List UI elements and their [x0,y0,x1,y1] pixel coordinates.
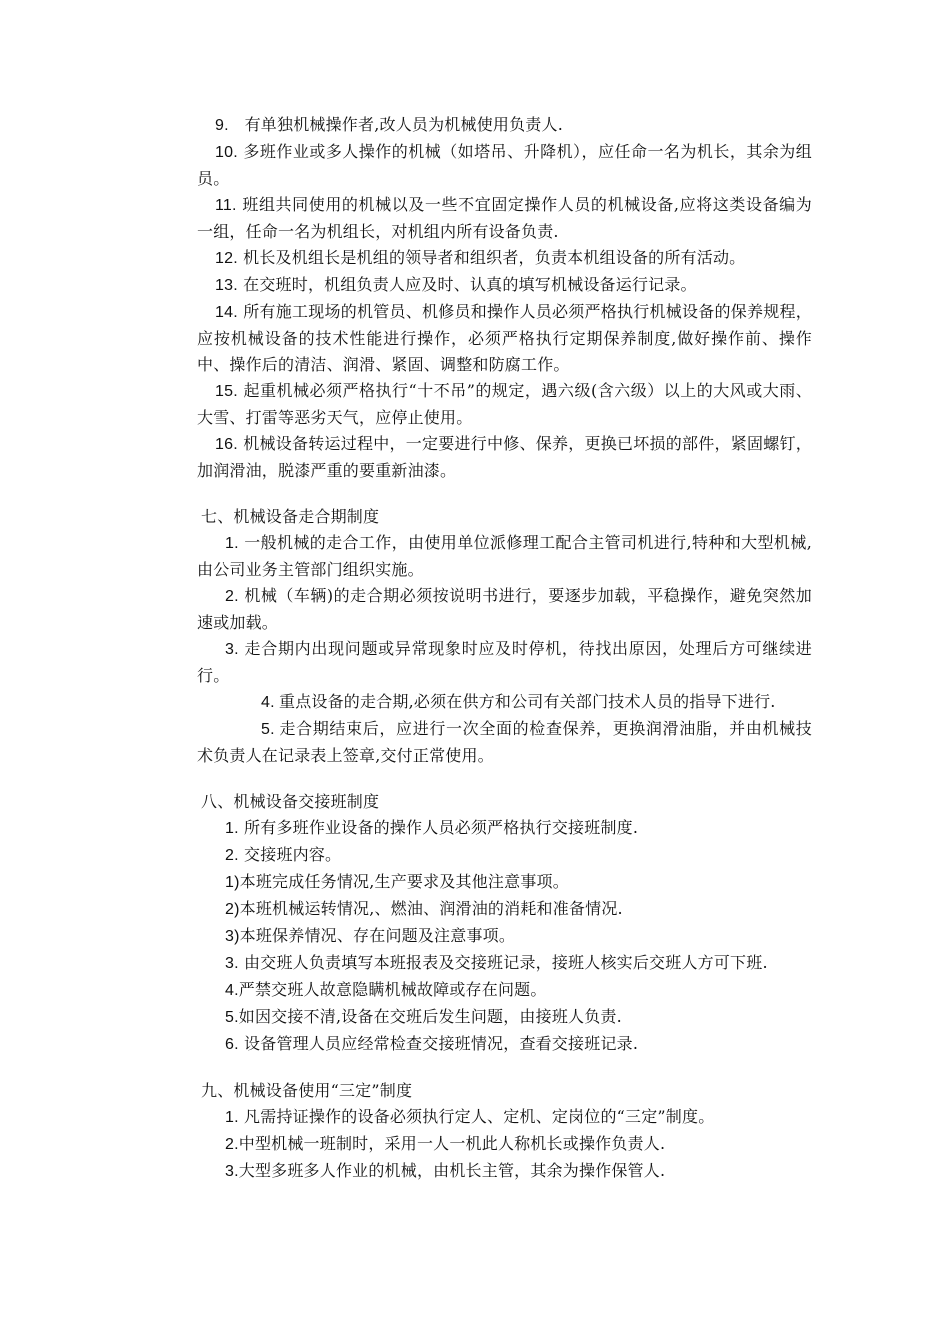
item-number: 15. [215,383,238,400]
item-number: 1. [225,1109,239,1126]
item-number: 14. [215,304,238,321]
item-number: 16. [215,436,238,453]
item-number: 3) [225,928,240,945]
item-number: 13. [215,277,238,294]
list-item [197,272,812,299]
list-item [197,1131,812,1158]
list-item [197,689,812,716]
item-number: 2. [225,588,239,605]
list-item [197,1004,812,1031]
list-item [197,636,812,689]
item-text: 所有施工现场的机管员、机修员和操作人员必须严格执行机械设备的保养规程，应按机械设备的技术性能进行操作，必须严格执行定期保养制度,做好操作前、操作中、操作后的清洁、润滑、紧固、调整和防腐工作。 [197,302,812,374]
item-text: 重点设备的走合期,必须在供方和公司有关部门技术人员的指导下进行. [279,692,776,711]
item-text: 多班作业或多人操作的机械（如塔吊、升降机），应任命一名为机长，其余为组员。 [197,142,812,188]
item-text: 有单独机械操作者,改人员为机械使用负责人. [244,115,563,134]
item-number: 4. [225,982,239,999]
item-number: 2. [225,1136,239,1153]
item-number: 6. [225,1036,239,1053]
item-text: 设备管理人员应经常检查交接班情况，查看交接班记录. [244,1034,639,1053]
section-spacer [197,484,812,504]
list-item [197,583,812,636]
item-text: 中型机械一班制时，采用一人一机此人称机长或操作负责人. [238,1134,666,1153]
list-item [197,923,812,950]
item-number: 1. [225,820,239,837]
section-8 [197,789,812,1058]
list-item [197,1158,812,1185]
list-item [197,299,812,378]
list-item [197,869,812,896]
item-number: 2) [225,901,240,918]
item-number: 3. [225,955,239,972]
section-6-continuation [197,112,812,484]
item-text: 所有多班作业设备的操作人员必须严格执行交接班制度. [244,818,639,837]
list-item [197,112,812,139]
list-item [197,977,812,1004]
item-number: 11. [215,197,237,214]
item-number: 5. [225,1009,239,1026]
item-text: 走合期结束后，应进行一次全面的检查保养，更换润滑油脂，并由机械技术负责人在记录表上签章,交付正常使用。 [197,719,812,765]
item-text: 在交班时，机组负责人应及时、认真的填写机械设备运行记录。 [243,275,697,294]
item-number: 10. [215,144,238,161]
item-number: 3. [225,641,239,658]
item-text: 机械（车辆)的走合期必须按说明书进行，要逐步加载，平稳操作，避免突然加速或加载。 [197,586,812,632]
item-text: 本班机械运转情况,、燃油、润滑油的消耗和准备情况. [239,899,623,918]
item-text: 由交班人负责填写本班报表及交接班记录，接班人核实后交班人方可下班. [244,953,768,972]
list-item [197,431,812,484]
list-item [197,896,812,923]
item-number: 1. [225,535,239,552]
list-item [197,245,812,272]
item-number: 12. [215,250,238,267]
item-text: 一般机械的走合工作，由使用单位派修理工配合主管司机进行,特种和大型机械,由公司业务主管部门组织实施。 [197,533,812,579]
list-item [197,950,812,977]
list-item [197,139,812,192]
list-item [197,815,812,842]
item-text: 交接班内容。 [244,845,342,864]
section-heading: 九、机械设备使用“三定”制度 [201,1081,413,1100]
list-item [197,1031,812,1058]
section-heading: 七、机械设备走合期制度 [201,507,380,526]
section-7 [197,504,812,769]
section-9 [197,1078,812,1185]
section-heading: 八、机械设备交接班制度 [201,792,380,811]
item-number: 1) [225,874,240,891]
item-text: 机械设备转运过程中，一定要进行中修、保养，更换已坏损的部件，紧固螺钉，加润滑油，脱漆严重的要重新油漆。 [197,434,812,480]
item-text: 本班完成任务情况,生产要求及其他注意事项。 [239,872,569,891]
item-text: 严禁交班人故意隐瞒机械故障或存在问题。 [238,980,547,999]
list-item [197,842,812,869]
item-text: 如因交接不清,设备在交班后发生问题，由接班人负责. [238,1007,622,1026]
list-item [197,716,812,769]
section-spacer [197,769,812,789]
document-page [197,112,812,1185]
list-item [197,378,812,431]
item-text: 走合期内出现问题或异常现象时应及时停机，待找出原因，处理后方可继续进行。 [197,639,812,685]
item-text: 凡需持证操作的设备必须执行定人、定机、定岗位的“三定”制度。 [244,1107,715,1126]
item-text: 大型多班多人作业的机械，由机长主管，其余为操作保管人. [238,1161,666,1180]
item-number: 4. [261,694,275,711]
item-number: 3. [225,1163,239,1180]
list-item [197,192,812,245]
item-text: 本班保养情况、存在问题及注意事项。 [239,926,516,945]
item-number: 9. [215,117,229,134]
list-item [197,530,812,583]
item-text: 起重机械必须严格执行“十不吊”的规定，遇六级(含六级）以上的大风或大雨、大雪、打雷等恶劣天气，应停止使用。 [197,381,812,427]
section-spacer [197,1058,812,1078]
item-number: 2. [225,847,239,864]
item-number: 5. [261,721,275,738]
item-text: 机长及机组长是机组的领导者和组织者，负责本机组设备的所有活动。 [243,248,746,267]
item-text: 班组共同使用的机械以及一些不宜固定操作人员的机械设备,应将这类设备编为一组，任命一名为机组长，对机组内所有设备负责. [197,195,812,241]
list-item [197,1104,812,1131]
